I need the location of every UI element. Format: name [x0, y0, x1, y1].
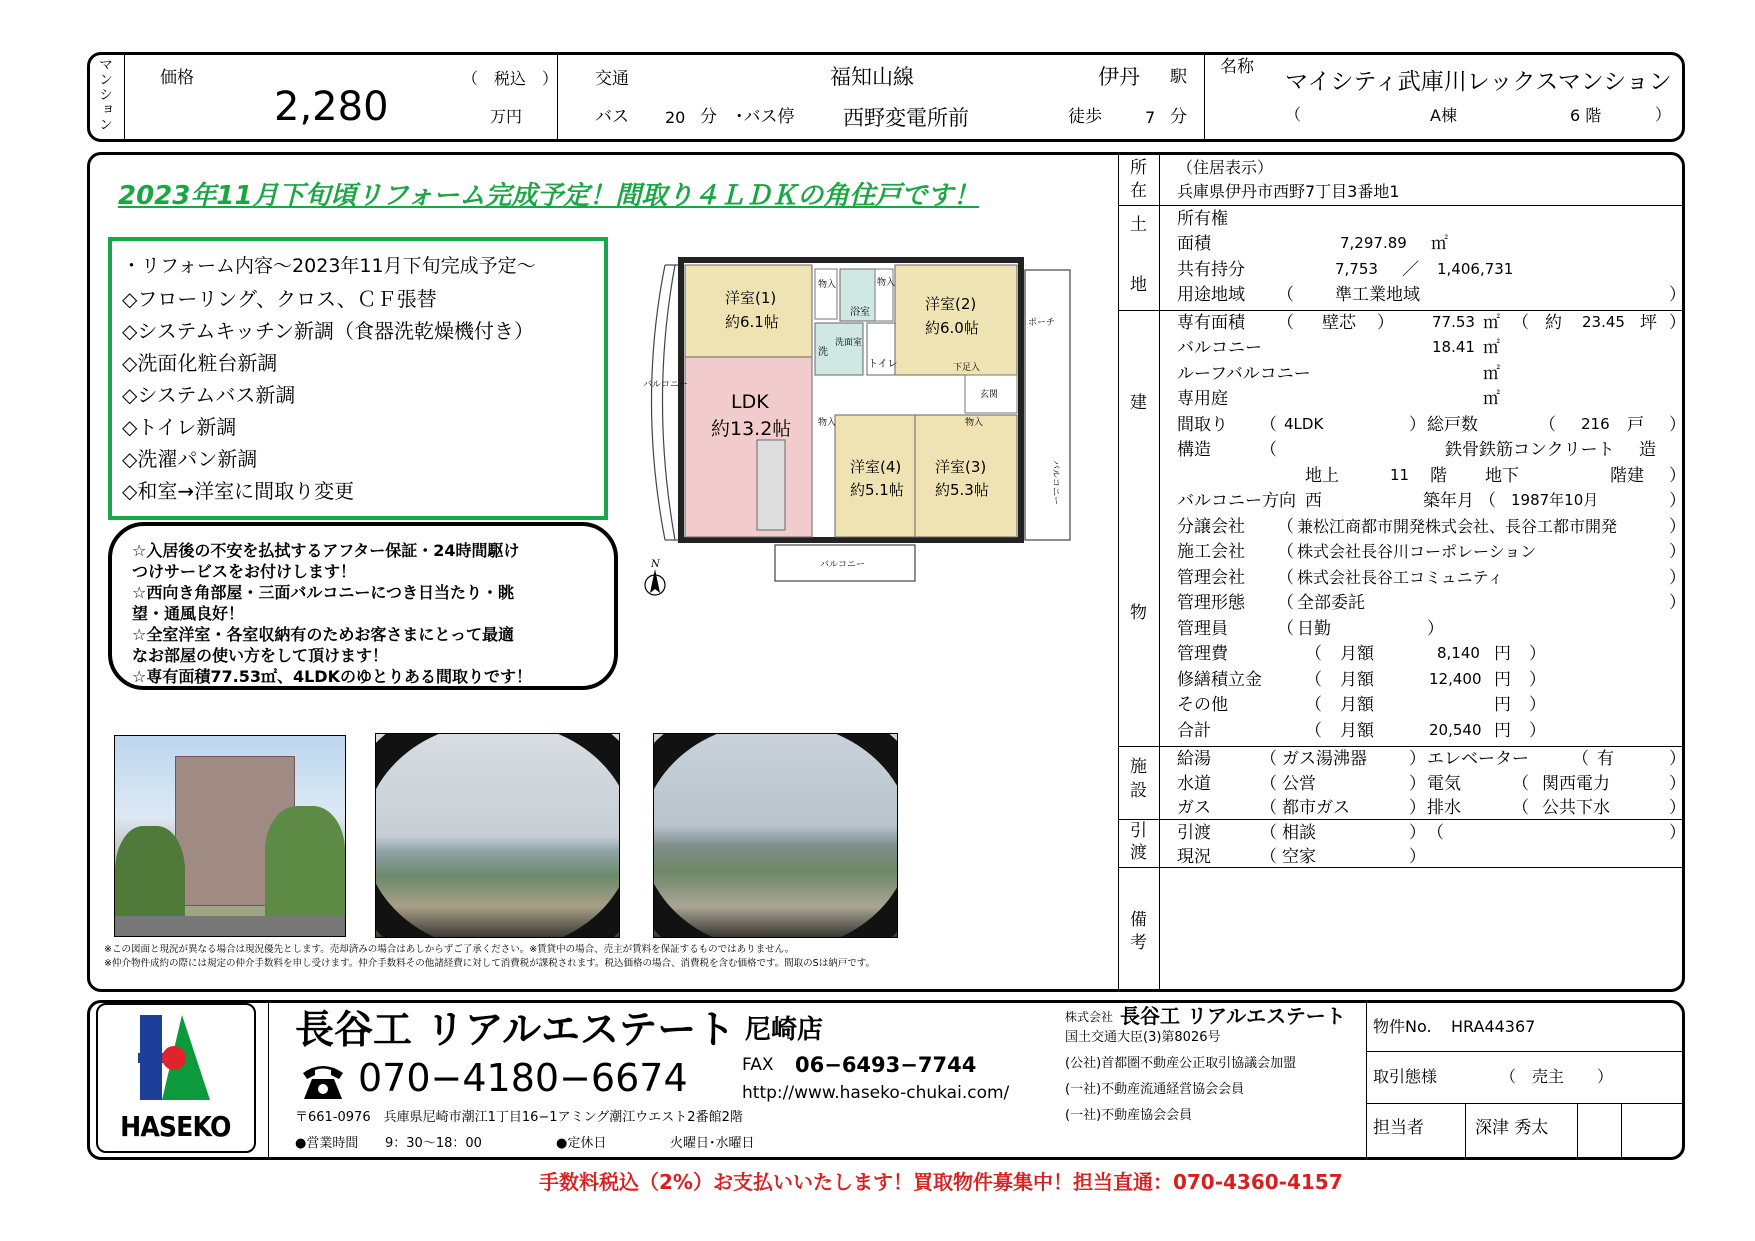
main-panel	[87, 152, 1685, 992]
disclaimer-note: ※この図面と現況が異なる場合は現況優先とします。売却済みの場合はあしからずご了承ください。※賃貸中の場合、売主が賃料を保証するものではありません。	[104, 944, 795, 955]
yen-unit: 円	[1494, 695, 1511, 715]
paren: ）	[1529, 721, 1546, 741]
handover-value: 相談	[1282, 823, 1316, 843]
company-name: 長谷工 リアルエステート	[295, 1008, 736, 1053]
association-3: (一社)不動産協会会員	[1065, 1108, 1193, 1123]
layout-value: 4LDK	[1284, 415, 1324, 433]
above-ground-label: 地上	[1305, 466, 1339, 486]
footer	[87, 1000, 1685, 1160]
storage-label: 物入	[965, 418, 984, 428]
land-share-denominator: 1,406,731	[1437, 260, 1514, 278]
monthly-label: 月額	[1340, 695, 1374, 715]
point-line: ☆専有面積77.53㎡、4LDKのゆとりある間取りです！	[132, 667, 532, 686]
total-fee-value: 20,540	[1429, 721, 1482, 739]
paren: ）	[1669, 285, 1686, 305]
monthly-label: 月額	[1340, 670, 1374, 690]
balcony-value: 18.41	[1432, 338, 1475, 356]
slash: ／	[1402, 260, 1419, 280]
reform-item: ◇洗濯パン新調	[122, 447, 258, 471]
paren: （	[1260, 749, 1277, 769]
association-1: (公社)首都圏不動産公正取引協議会加盟	[1065, 1056, 1297, 1071]
other-fee-label: その他	[1177, 695, 1228, 715]
zoning-label: 用途地域	[1177, 285, 1245, 305]
paren: （	[1305, 670, 1322, 690]
status-label: 現況	[1177, 847, 1211, 867]
structure-label: 構造	[1177, 440, 1211, 460]
price-label: 価格	[160, 68, 194, 88]
balcony-label-south: バルコニー	[820, 560, 866, 570]
sqm-unit: ㎡	[1483, 364, 1500, 384]
transaction-type: 売主	[1532, 1067, 1565, 1086]
handover-label: 引渡	[1177, 823, 1211, 843]
balcony-label: バルコニー	[1177, 338, 1262, 358]
room-4	[835, 415, 915, 537]
paren: （	[1512, 798, 1529, 818]
haseko-logo	[96, 1003, 256, 1153]
room-1	[685, 265, 812, 357]
point-line: ☆西向き角部屋・三面バルコニーにつき日当たり・眺	[132, 583, 515, 602]
paren: ）	[1409, 415, 1426, 435]
building-photo	[114, 735, 346, 937]
closed-days: 火曜日･水曜日	[670, 1136, 755, 1151]
paren: ）	[1597, 1067, 1614, 1086]
repair-fund-value: 12,400	[1429, 670, 1482, 688]
section-facility-2: 設	[1130, 781, 1147, 801]
paren: ）	[1409, 749, 1426, 769]
toilet-label: トイレ	[868, 359, 898, 370]
section-building-2: 物	[1130, 603, 1147, 623]
entrance-label: 玄関	[980, 390, 999, 400]
reform-item: ◇洗面化粧台新調	[122, 351, 278, 375]
total-units-value: 216	[1581, 415, 1610, 433]
storage-label: 物入	[818, 418, 837, 428]
paren: ）	[1669, 313, 1686, 333]
top-bar	[87, 52, 1685, 142]
bus-stop-label: ･バス停	[735, 107, 795, 127]
paren: （	[1305, 695, 1322, 715]
bus-label: バス	[595, 107, 629, 127]
room-1-label: 洋室(1)	[725, 289, 777, 307]
room-2-label: 洋室(2)	[925, 295, 977, 313]
association-2: (一社)不動産流通経営協会会員	[1065, 1082, 1245, 1097]
address: 兵庫県伊丹市西野7丁目3番地1	[1177, 182, 1400, 201]
fax-number: 06−6493−7744	[795, 1053, 977, 1077]
name-label: 名称	[1220, 57, 1254, 77]
phone-icon	[300, 1061, 346, 1101]
yen-unit: 円	[1494, 721, 1511, 741]
land-share-numerator: 7,753	[1335, 260, 1378, 278]
bus-minutes: 20	[665, 108, 686, 127]
reform-item: ◇フローリング、クロス、ＣＦ張替	[122, 287, 437, 311]
reform-item: ◇システムキッチン新調（食器洗乾燥機付き）	[122, 319, 534, 343]
management-fee-value: 8,140	[1437, 644, 1480, 662]
roof-balcony-label: ルーフバルコニー	[1177, 364, 1311, 384]
total-fee-label: 合計	[1177, 721, 1211, 741]
paren: ）	[1669, 542, 1686, 562]
manager-staff-value: 日勤	[1297, 619, 1331, 639]
floor-unit: 階	[1430, 466, 1447, 486]
transaction-table	[1366, 1003, 1682, 1157]
paren: ）	[1669, 774, 1686, 794]
point-line: 望・通風良好！	[132, 604, 245, 623]
phone-number: 070−4180−6674	[358, 1056, 688, 1100]
room-4-size: 約5.1帖	[850, 481, 904, 499]
room-4-label: 洋室(4)	[850, 458, 902, 476]
management-form-label: 管理形態	[1177, 593, 1245, 613]
building-wing: A棟	[1430, 106, 1457, 125]
section-location-2: 在	[1130, 181, 1147, 201]
paren: ）	[1669, 749, 1686, 769]
walk-minute-unit: 分	[1170, 107, 1187, 127]
hot-water-value: ガス湯沸器	[1282, 749, 1367, 769]
price-unit: 万円	[490, 107, 523, 126]
walk-minutes: 7	[1145, 108, 1156, 127]
reform-item: ◇トイレ新調	[122, 415, 237, 439]
porch-label: ポーチ	[1028, 318, 1056, 328]
branch-name: 尼崎店	[745, 1015, 824, 1045]
paren: ）	[1529, 644, 1546, 664]
closed-label: ●定休日	[556, 1136, 607, 1151]
transaction-type-label: 取引態様	[1373, 1067, 1438, 1086]
floors-value: 11	[1390, 466, 1410, 484]
water-label: 水道	[1177, 774, 1211, 794]
store-address: 〒661-0976 兵庫県尼崎市潮江1丁目16−1アミング潮江ウエスト2番館2階	[295, 1110, 743, 1125]
floor-number: 6 階	[1570, 106, 1602, 125]
paren: （	[1277, 619, 1294, 639]
point-line: ☆全室洋室・各室収納有のためお客さまにとって最適	[132, 625, 515, 644]
status-value: 空家	[1282, 847, 1316, 867]
area-measurement-type: 壁芯	[1322, 313, 1356, 333]
management-company-value: 株式会社長谷工コミュニティ	[1297, 568, 1504, 587]
paren: ）	[1409, 798, 1426, 818]
paren: ）	[1409, 774, 1426, 794]
paren: （	[1305, 644, 1322, 664]
electricity-value: 関西電力	[1542, 774, 1610, 794]
repair-fund-label: 修繕積立金	[1177, 670, 1262, 690]
drainage-label: 排水	[1427, 798, 1461, 818]
paren: ）	[1669, 798, 1686, 818]
paren: （	[1277, 568, 1294, 588]
point-line: なお部屋の使い方をして頂けます！	[132, 646, 389, 665]
reform-list	[108, 237, 608, 520]
paren: ）	[1669, 517, 1686, 537]
room-2-size: 約6.0帖	[925, 319, 979, 337]
gas-value: 都市ガス	[1282, 798, 1350, 818]
storage-label: 物入	[818, 280, 837, 290]
exclusive-area-label: 専有面積	[1177, 313, 1245, 333]
railway-line: 福知山線	[830, 65, 914, 89]
room-3-size: 約5.3帖	[935, 481, 989, 499]
ldk-room	[685, 357, 812, 537]
bath-label: 浴室	[850, 307, 870, 318]
yen-unit: 円	[1494, 670, 1511, 690]
section-land-1: 土	[1130, 215, 1147, 235]
fax-label: FAX	[742, 1055, 774, 1075]
manager-staff-label: 管理員	[1177, 619, 1228, 639]
section-remarks-2: 考	[1130, 933, 1147, 953]
paren: （	[1277, 313, 1294, 333]
paren: （	[1260, 774, 1277, 794]
ldk-label: LDK	[731, 391, 769, 413]
property-type: マンション	[97, 57, 113, 132]
commission-banner: 手数料税込（2%）お支払いいたします！買取物件募集中！担当直通：070-4360-4157	[539, 1170, 1343, 1194]
shoe-storage-label: 下足入	[953, 363, 981, 373]
tsubo-unit: 坪	[1640, 313, 1657, 333]
floor-count-unit: 階建	[1610, 466, 1644, 486]
section-handover-1: 引	[1130, 821, 1147, 841]
seller-value: 兼松江商都市開発株式会社、長谷工都市開発	[1297, 517, 1618, 536]
land-share-label: 共有持分	[1177, 260, 1245, 280]
room-3	[915, 415, 1017, 537]
paren: （	[1500, 1067, 1517, 1086]
address-heading: （住居表示）	[1177, 158, 1274, 177]
tsubo-prefix: 約	[1545, 313, 1562, 333]
point-line: つけサービスをお付けします！	[132, 562, 357, 581]
built-date-label: 築年月	[1423, 491, 1474, 511]
bus-minute-unit: 分	[700, 107, 717, 127]
staff-name: 深津 秀太	[1475, 1118, 1549, 1138]
built-date-value: 1987年10月	[1511, 491, 1599, 509]
reform-item: ◇和室→洋室に間取り変更	[122, 479, 355, 503]
storage	[875, 269, 896, 321]
gas-label: ガス	[1177, 798, 1211, 818]
exclusive-area-value: 77.53	[1432, 313, 1475, 331]
reform-item: ◇システムバス新調	[122, 383, 296, 407]
private-garden-label: 専用庭	[1177, 389, 1228, 409]
units-unit: 戸	[1627, 415, 1644, 435]
yen-unit: 円	[1494, 644, 1511, 664]
reform-title: ・リフォーム内容～2023年11月下旬完成予定～	[122, 255, 536, 277]
paren: ）	[1669, 415, 1686, 435]
balcony-label-west: バルコニー	[643, 380, 689, 390]
management-company-label: 管理会社	[1177, 568, 1245, 588]
storage	[815, 269, 837, 319]
license-number: 国土交通大臣(3)第8026号	[1065, 1030, 1221, 1045]
seller-label: 分譲会社	[1177, 517, 1245, 537]
section-handover-2: 渡	[1130, 843, 1147, 863]
section-facility-1: 施	[1130, 757, 1147, 777]
balcony-direction-label: バルコニー方向	[1177, 491, 1296, 511]
corp-prefix: 株式会社	[1065, 1010, 1114, 1024]
website-url: http://www.haseko-chukai.com/	[742, 1083, 1010, 1103]
paren: ）	[1529, 695, 1546, 715]
corp-name: 長谷工 リアルエステート	[1120, 1004, 1346, 1028]
kitchen-counter	[757, 440, 785, 530]
paren: （	[1539, 415, 1556, 435]
tsubo-value: 23.45	[1582, 313, 1625, 331]
room-1-size: 約6.1帖	[725, 313, 779, 331]
paren: （	[1260, 847, 1277, 867]
disclaimer-note: ※仲介物件成約の際には規定の仲介手数料を申し受けます。仲介手数料その他諸経費に対して消費税が課税されます。税込価格の場合、消費税を含む価格です。間取のSは納戸です。	[104, 958, 875, 969]
section-land-2: 地	[1130, 275, 1147, 295]
property-number-label: 物件No.	[1373, 1017, 1432, 1036]
station-name: 伊丹	[1098, 65, 1140, 89]
paren: （	[1260, 415, 1277, 435]
elevator-value: 有	[1597, 749, 1614, 769]
paren: （	[1260, 798, 1277, 818]
elevator-label: エレベーター	[1427, 749, 1529, 769]
sqm-unit: ㎡	[1483, 313, 1500, 333]
hours-value: 9：30～18：00	[385, 1136, 482, 1151]
section-remarks-1: 備	[1130, 910, 1147, 930]
paren: ）	[1669, 466, 1686, 486]
hot-water-label: 給湯	[1177, 749, 1211, 769]
hours-label: ●営業時間	[295, 1136, 359, 1151]
building-name: マイシティ武庫川レックスマンション	[1285, 69, 1672, 95]
property-number: HRA44367	[1451, 1017, 1536, 1036]
point-line: ☆入居後の不安を払拭するアフター保証・24時間駆け	[132, 541, 520, 560]
traffic-label: 交通	[595, 69, 629, 89]
land-area-label: 面積	[1177, 234, 1211, 254]
view-photo-2	[653, 733, 898, 938]
paren: （	[1277, 542, 1294, 562]
sqm-unit: ㎡	[1483, 389, 1500, 409]
builder-value: 株式会社長谷川コーポレーション	[1297, 542, 1537, 561]
washroom-label: 洗面室	[835, 338, 863, 348]
paren: ）	[1655, 105, 1672, 124]
land-area-value: 7,297.89	[1340, 234, 1407, 252]
paren: （	[1572, 749, 1589, 769]
paren: （	[1427, 823, 1444, 843]
north-label: N	[651, 559, 660, 570]
paren: （	[1277, 593, 1294, 613]
paren: （	[1277, 285, 1294, 305]
room-3-label: 洋室(3)	[935, 458, 987, 476]
zoning-value: 準工業地域	[1335, 285, 1420, 305]
info-table	[1118, 155, 1685, 989]
paren: （	[1305, 721, 1322, 741]
total-units-label: 総戸数	[1427, 415, 1478, 435]
section-location-1: 所	[1130, 158, 1147, 178]
paren: ）	[1409, 847, 1426, 867]
tax-note: （ 税込 ）	[462, 69, 559, 88]
below-ground-label: 地下	[1485, 466, 1519, 486]
paren: ）	[1669, 593, 1686, 613]
storage-label: 物入	[877, 278, 896, 288]
paren: ）	[1669, 568, 1686, 588]
structure-suffix: 造	[1639, 440, 1656, 460]
section-building-1: 建	[1130, 393, 1147, 413]
balcony-direction-value: 西	[1305, 491, 1322, 511]
view-photo-1	[375, 733, 620, 938]
sqm-unit: ㎡	[1483, 338, 1500, 358]
logo-text: HASEKO	[120, 1110, 231, 1143]
land-ownership: 所有権	[1177, 209, 1228, 229]
north-arrow-icon	[645, 559, 665, 595]
paren: （	[1285, 105, 1302, 124]
structure-value: 鉄骨鉄筋コンクリート	[1445, 440, 1615, 460]
price-value: 2,280	[274, 84, 389, 130]
staff-label: 担当者	[1373, 1118, 1424, 1138]
paren: ）	[1669, 491, 1686, 511]
balcony-label-east: バルコニー	[1050, 460, 1060, 506]
layout-label: 間取り	[1177, 415, 1228, 435]
paren: （	[1512, 774, 1529, 794]
sqm-unit: ㎡	[1431, 234, 1448, 254]
paren: ）	[1377, 313, 1394, 333]
station-suffix: 駅	[1170, 67, 1187, 87]
paren: ）	[1409, 823, 1426, 843]
ldk-size: 約13.2帖	[711, 418, 792, 440]
monthly-label: 月額	[1340, 721, 1374, 741]
paren: （	[1512, 313, 1529, 333]
management-fee-label: 管理費	[1177, 644, 1228, 664]
paren: （	[1479, 491, 1496, 511]
water-value: 公営	[1282, 774, 1316, 794]
paren: （	[1260, 440, 1277, 460]
drainage-value: 公共下水	[1542, 798, 1610, 818]
paren: （	[1277, 517, 1294, 537]
paren: ）	[1427, 619, 1444, 639]
wash-label: 洗	[818, 347, 828, 358]
builder-label: 施工会社	[1177, 542, 1245, 562]
walk-label: 徒歩	[1068, 107, 1102, 127]
management-form-value: 全部委託	[1297, 593, 1365, 613]
selling-points	[108, 522, 618, 690]
headline: 2023年11月下旬頃リフォーム完成予定！間取り４ＬＤＫの角住戸です！	[118, 181, 980, 211]
paren: ）	[1669, 823, 1686, 843]
bus-stop-name: 西野変電所前	[843, 106, 969, 130]
electricity-label: 電気	[1427, 774, 1461, 794]
paren: （	[1260, 823, 1277, 843]
paren: ）	[1529, 670, 1546, 690]
monthly-label: 月額	[1340, 644, 1374, 664]
floor-plan	[635, 255, 1180, 615]
